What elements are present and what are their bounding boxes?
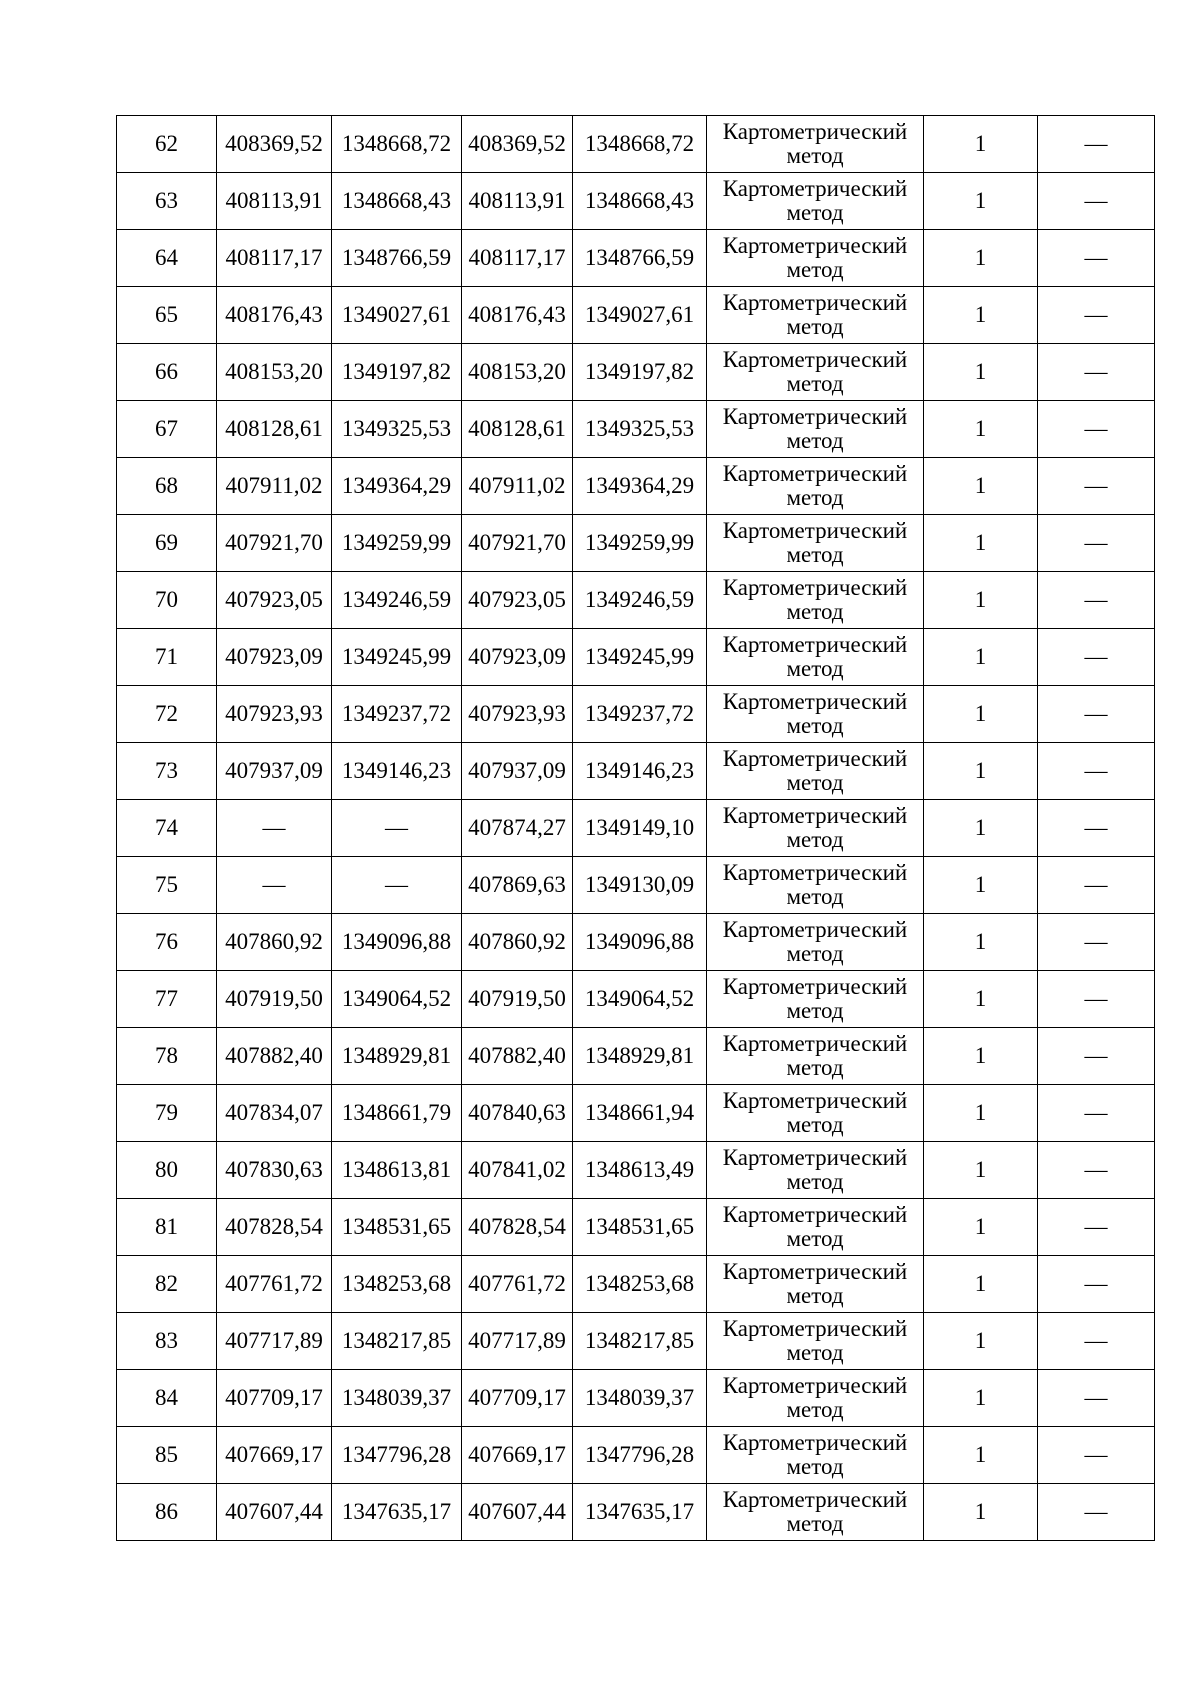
method-line-1: Картометрический	[722, 1430, 908, 1455]
note-cell: —	[1038, 743, 1155, 800]
new-x-cell: 408113,91	[462, 173, 573, 230]
point-number-cell: 64	[117, 230, 217, 287]
new-y-cell: 1348217,85	[573, 1313, 707, 1370]
existing-y-cell: 1348929,81	[332, 1028, 462, 1085]
existing-y-cell: 1349197,82	[332, 344, 462, 401]
existing-y-cell: 1348613,81	[332, 1142, 462, 1199]
existing-x-cell: 407607,44	[217, 1484, 332, 1541]
note-cell: —	[1038, 1427, 1155, 1484]
point-number-cell: 74	[117, 800, 217, 857]
method-line-2: метод	[786, 1511, 844, 1536]
method-line-2: метод	[786, 542, 844, 567]
accuracy-cell: 1	[924, 971, 1038, 1028]
method-line-2: метод	[786, 884, 844, 909]
note-cell: —	[1038, 686, 1155, 743]
point-number-cell: 72	[117, 686, 217, 743]
method-line-2: метод	[786, 656, 844, 681]
method-line-1: Картометрический	[722, 917, 908, 942]
new-y-cell: 1349246,59	[573, 572, 707, 629]
existing-x-cell: 407923,05	[217, 572, 332, 629]
method-line-2: метод	[786, 257, 844, 282]
existing-x-cell: 408153,20	[217, 344, 332, 401]
new-y-cell: 1347796,28	[573, 1427, 707, 1484]
new-x-cell: 407937,09	[462, 743, 573, 800]
table-row	[117, 971, 1155, 1028]
method-line-1: Картометрический	[722, 1259, 908, 1284]
method-line-2: метод	[786, 941, 844, 966]
table-row	[117, 515, 1155, 572]
accuracy-cell: 1	[924, 1427, 1038, 1484]
existing-x-cell: 408176,43	[217, 287, 332, 344]
new-y-cell: 1348661,94	[573, 1085, 707, 1142]
existing-x-cell: 407919,50	[217, 971, 332, 1028]
table-body	[117, 116, 1155, 1541]
new-y-cell: 1348766,59	[573, 230, 707, 287]
new-x-cell: 407921,70	[462, 515, 573, 572]
accuracy-cell: 1	[924, 914, 1038, 971]
accuracy-cell: 1	[924, 629, 1038, 686]
note-cell: —	[1038, 1028, 1155, 1085]
method-cell	[707, 173, 924, 230]
method-line-2: метод	[786, 1112, 844, 1137]
new-x-cell: 408176,43	[462, 287, 573, 344]
method-line-1: Картометрический	[722, 803, 908, 828]
accuracy-cell: 1	[924, 1313, 1038, 1370]
note-cell: —	[1038, 116, 1155, 173]
existing-x-cell: 407923,93	[217, 686, 332, 743]
new-x-cell: 407919,50	[462, 971, 573, 1028]
existing-x-cell: —	[217, 800, 332, 857]
existing-x-cell: 407911,02	[217, 458, 332, 515]
new-x-cell: 407761,72	[462, 1256, 573, 1313]
existing-x-cell: 407709,17	[217, 1370, 332, 1427]
note-cell: —	[1038, 1199, 1155, 1256]
accuracy-cell: 1	[924, 401, 1038, 458]
method-line-1: Картометрический	[722, 347, 908, 372]
existing-y-cell: 1349246,59	[332, 572, 462, 629]
method-cell	[707, 629, 924, 686]
method-line-2: метод	[786, 1169, 844, 1194]
existing-y-cell: 1349146,23	[332, 743, 462, 800]
table-row	[117, 401, 1155, 458]
existing-x-cell: —	[217, 857, 332, 914]
table-row	[117, 1370, 1155, 1427]
new-y-cell: 1348668,43	[573, 173, 707, 230]
table-row	[117, 572, 1155, 629]
note-cell: —	[1038, 344, 1155, 401]
existing-y-cell: 1348531,65	[332, 1199, 462, 1256]
table-row	[117, 857, 1155, 914]
new-y-cell: 1349197,82	[573, 344, 707, 401]
method-cell	[707, 857, 924, 914]
method-cell	[707, 743, 924, 800]
accuracy-cell: 1	[924, 572, 1038, 629]
method-line-1: Картометрический	[722, 632, 908, 657]
point-number-cell: 80	[117, 1142, 217, 1199]
table-row	[117, 686, 1155, 743]
method-line-2: метод	[786, 827, 844, 852]
note-cell: —	[1038, 800, 1155, 857]
method-line-2: метод	[786, 599, 844, 624]
new-y-cell: 1349325,53	[573, 401, 707, 458]
table-row	[117, 1028, 1155, 1085]
new-y-cell: 1349245,99	[573, 629, 707, 686]
new-y-cell: 1349237,72	[573, 686, 707, 743]
method-line-2: метод	[786, 428, 844, 453]
existing-x-cell: 407937,09	[217, 743, 332, 800]
existing-x-cell: 408369,52	[217, 116, 332, 173]
point-number-cell: 63	[117, 173, 217, 230]
method-line-1: Картометрический	[722, 176, 908, 201]
method-cell	[707, 1199, 924, 1256]
accuracy-cell: 1	[924, 800, 1038, 857]
point-number-cell: 70	[117, 572, 217, 629]
accuracy-cell: 1	[924, 743, 1038, 800]
method-line-2: метод	[786, 713, 844, 738]
table-row	[117, 1142, 1155, 1199]
method-line-2: метод	[786, 1397, 844, 1422]
table-row	[117, 458, 1155, 515]
point-number-cell: 71	[117, 629, 217, 686]
new-x-cell: 407840,63	[462, 1085, 573, 1142]
existing-x-cell: 407717,89	[217, 1313, 332, 1370]
coordinates-table	[116, 115, 1155, 1541]
method-line-2: метод	[786, 1055, 844, 1080]
new-x-cell: 407923,05	[462, 572, 573, 629]
point-number-cell: 73	[117, 743, 217, 800]
method-cell	[707, 1256, 924, 1313]
existing-y-cell: 1348039,37	[332, 1370, 462, 1427]
method-line-1: Картометрический	[722, 1088, 908, 1113]
existing-y-cell: 1349325,53	[332, 401, 462, 458]
point-number-cell: 79	[117, 1085, 217, 1142]
new-y-cell: 1348253,68	[573, 1256, 707, 1313]
new-y-cell: 1348668,72	[573, 116, 707, 173]
new-y-cell: 1348929,81	[573, 1028, 707, 1085]
table-row	[117, 1085, 1155, 1142]
new-y-cell: 1349149,10	[573, 800, 707, 857]
note-cell: —	[1038, 230, 1155, 287]
existing-y-cell: 1348253,68	[332, 1256, 462, 1313]
note-cell: —	[1038, 1085, 1155, 1142]
note-cell: —	[1038, 1256, 1155, 1313]
method-line-1: Картометрический	[722, 461, 908, 486]
note-cell: —	[1038, 1142, 1155, 1199]
existing-y-cell: 1348668,72	[332, 116, 462, 173]
existing-x-cell: 407761,72	[217, 1256, 332, 1313]
method-line-2: метод	[786, 371, 844, 396]
point-number-cell: 78	[117, 1028, 217, 1085]
table-row	[117, 1313, 1155, 1370]
accuracy-cell: 1	[924, 1142, 1038, 1199]
method-line-1: Картометрический	[722, 689, 908, 714]
table-row	[117, 344, 1155, 401]
new-y-cell: 1349364,29	[573, 458, 707, 515]
existing-y-cell: 1349096,88	[332, 914, 462, 971]
method-line-2: метод	[786, 770, 844, 795]
method-line-2: метод	[786, 1454, 844, 1479]
note-cell: —	[1038, 401, 1155, 458]
method-line-2: метод	[786, 1283, 844, 1308]
existing-y-cell: 1348217,85	[332, 1313, 462, 1370]
existing-x-cell: 408128,61	[217, 401, 332, 458]
existing-x-cell: 407669,17	[217, 1427, 332, 1484]
method-cell	[707, 1484, 924, 1541]
method-line-1: Картометрический	[722, 746, 908, 771]
method-cell	[707, 116, 924, 173]
method-line-1: Картометрический	[722, 233, 908, 258]
existing-x-cell: 407882,40	[217, 1028, 332, 1085]
method-cell	[707, 401, 924, 458]
method-line-1: Картометрический	[722, 1145, 908, 1170]
table-row	[117, 287, 1155, 344]
method-line-2: метод	[786, 998, 844, 1023]
table-row	[117, 743, 1155, 800]
accuracy-cell: 1	[924, 344, 1038, 401]
method-cell	[707, 458, 924, 515]
method-cell	[707, 1142, 924, 1199]
table-row	[117, 800, 1155, 857]
method-cell	[707, 572, 924, 629]
method-line-1: Картометрический	[722, 1487, 908, 1512]
note-cell: —	[1038, 173, 1155, 230]
new-y-cell: 1349027,61	[573, 287, 707, 344]
table-row	[117, 914, 1155, 971]
table-row	[117, 1484, 1155, 1541]
new-x-cell: 407828,54	[462, 1199, 573, 1256]
new-y-cell: 1347635,17	[573, 1484, 707, 1541]
new-x-cell: 407607,44	[462, 1484, 573, 1541]
accuracy-cell: 1	[924, 515, 1038, 572]
existing-y-cell: 1349259,99	[332, 515, 462, 572]
existing-x-cell: 407923,09	[217, 629, 332, 686]
method-line-2: метод	[786, 485, 844, 510]
note-cell: —	[1038, 572, 1155, 629]
method-cell	[707, 914, 924, 971]
method-cell	[707, 230, 924, 287]
note-cell: —	[1038, 1313, 1155, 1370]
accuracy-cell: 1	[924, 173, 1038, 230]
new-x-cell: 408128,61	[462, 401, 573, 458]
new-x-cell: 407717,89	[462, 1313, 573, 1370]
table-row	[117, 1199, 1155, 1256]
existing-y-cell: 1348766,59	[332, 230, 462, 287]
method-cell	[707, 1028, 924, 1085]
method-line-1: Картометрический	[722, 290, 908, 315]
point-number-cell: 77	[117, 971, 217, 1028]
existing-y-cell: 1348668,43	[332, 173, 462, 230]
accuracy-cell: 1	[924, 458, 1038, 515]
existing-y-cell: 1349364,29	[332, 458, 462, 515]
method-cell	[707, 686, 924, 743]
method-cell	[707, 1427, 924, 1484]
new-x-cell: 407860,92	[462, 914, 573, 971]
note-cell: —	[1038, 629, 1155, 686]
existing-x-cell: 407921,70	[217, 515, 332, 572]
accuracy-cell: 1	[924, 686, 1038, 743]
method-line-1: Картометрический	[722, 974, 908, 999]
new-y-cell: 1349064,52	[573, 971, 707, 1028]
table-row	[117, 116, 1155, 173]
new-y-cell: 1348039,37	[573, 1370, 707, 1427]
note-cell: —	[1038, 1484, 1155, 1541]
existing-x-cell: 407834,07	[217, 1085, 332, 1142]
point-number-cell: 81	[117, 1199, 217, 1256]
note-cell: —	[1038, 287, 1155, 344]
method-line-1: Картометрический	[722, 1373, 908, 1398]
method-line-2: метод	[786, 143, 844, 168]
existing-y-cell: 1349237,72	[332, 686, 462, 743]
note-cell: —	[1038, 857, 1155, 914]
note-cell: —	[1038, 458, 1155, 515]
point-number-cell: 85	[117, 1427, 217, 1484]
method-line-1: Картометрический	[722, 404, 908, 429]
method-line-1: Картометрический	[722, 1202, 908, 1227]
method-line-1: Картометрический	[722, 119, 908, 144]
method-line-2: метод	[786, 200, 844, 225]
new-x-cell: 407869,63	[462, 857, 573, 914]
method-line-1: Картометрический	[722, 860, 908, 885]
accuracy-cell: 1	[924, 287, 1038, 344]
existing-y-cell: 1347796,28	[332, 1427, 462, 1484]
new-y-cell: 1348613,49	[573, 1142, 707, 1199]
new-y-cell: 1349259,99	[573, 515, 707, 572]
point-number-cell: 65	[117, 287, 217, 344]
point-number-cell: 66	[117, 344, 217, 401]
note-cell: —	[1038, 914, 1155, 971]
point-number-cell: 68	[117, 458, 217, 515]
new-x-cell: 407709,17	[462, 1370, 573, 1427]
existing-y-cell: —	[332, 857, 462, 914]
accuracy-cell: 1	[924, 1256, 1038, 1313]
new-y-cell: 1348531,65	[573, 1199, 707, 1256]
existing-x-cell: 407830,63	[217, 1142, 332, 1199]
new-y-cell: 1349096,88	[573, 914, 707, 971]
table-row	[117, 1256, 1155, 1313]
existing-y-cell: 1347635,17	[332, 1484, 462, 1541]
note-cell: —	[1038, 971, 1155, 1028]
new-x-cell: 407841,02	[462, 1142, 573, 1199]
method-cell	[707, 971, 924, 1028]
accuracy-cell: 1	[924, 230, 1038, 287]
new-y-cell: 1349130,09	[573, 857, 707, 914]
method-line-2: метод	[786, 1340, 844, 1365]
existing-x-cell: 408113,91	[217, 173, 332, 230]
accuracy-cell: 1	[924, 1484, 1038, 1541]
method-line-2: метод	[786, 1226, 844, 1251]
note-cell: —	[1038, 515, 1155, 572]
existing-y-cell: 1349245,99	[332, 629, 462, 686]
new-x-cell: 408153,20	[462, 344, 573, 401]
method-cell	[707, 515, 924, 572]
existing-y-cell: 1349027,61	[332, 287, 462, 344]
new-x-cell: 407923,09	[462, 629, 573, 686]
accuracy-cell: 1	[924, 1370, 1038, 1427]
table-row	[117, 629, 1155, 686]
method-line-1: Картометрический	[722, 1031, 908, 1056]
method-cell	[707, 344, 924, 401]
point-number-cell: 75	[117, 857, 217, 914]
method-line-1: Картометрический	[722, 518, 908, 543]
new-x-cell: 407882,40	[462, 1028, 573, 1085]
method-line-2: метод	[786, 314, 844, 339]
new-x-cell: 408369,52	[462, 116, 573, 173]
accuracy-cell: 1	[924, 1199, 1038, 1256]
method-cell	[707, 800, 924, 857]
point-number-cell: 76	[117, 914, 217, 971]
table-row	[117, 1427, 1155, 1484]
new-x-cell: 407874,27	[462, 800, 573, 857]
accuracy-cell: 1	[924, 116, 1038, 173]
existing-y-cell: 1349064,52	[332, 971, 462, 1028]
point-number-cell: 83	[117, 1313, 217, 1370]
new-x-cell: 408117,17	[462, 230, 573, 287]
existing-y-cell: —	[332, 800, 462, 857]
point-number-cell: 84	[117, 1370, 217, 1427]
existing-x-cell: 407860,92	[217, 914, 332, 971]
note-cell: —	[1038, 1370, 1155, 1427]
method-line-1: Картометрический	[722, 575, 908, 600]
table-row	[117, 173, 1155, 230]
method-cell	[707, 1313, 924, 1370]
accuracy-cell: 1	[924, 1085, 1038, 1142]
point-number-cell: 69	[117, 515, 217, 572]
table-row	[117, 230, 1155, 287]
new-y-cell: 1349146,23	[573, 743, 707, 800]
accuracy-cell: 1	[924, 857, 1038, 914]
new-x-cell: 407911,02	[462, 458, 573, 515]
accuracy-cell: 1	[924, 1028, 1038, 1085]
point-number-cell: 82	[117, 1256, 217, 1313]
new-x-cell: 407923,93	[462, 686, 573, 743]
existing-x-cell: 408117,17	[217, 230, 332, 287]
point-number-cell: 62	[117, 116, 217, 173]
point-number-cell: 86	[117, 1484, 217, 1541]
method-line-1: Картометрический	[722, 1316, 908, 1341]
point-number-cell: 67	[117, 401, 217, 458]
method-cell	[707, 1085, 924, 1142]
method-cell	[707, 1370, 924, 1427]
method-cell	[707, 287, 924, 344]
existing-y-cell: 1348661,79	[332, 1085, 462, 1142]
new-x-cell: 407669,17	[462, 1427, 573, 1484]
existing-x-cell: 407828,54	[217, 1199, 332, 1256]
